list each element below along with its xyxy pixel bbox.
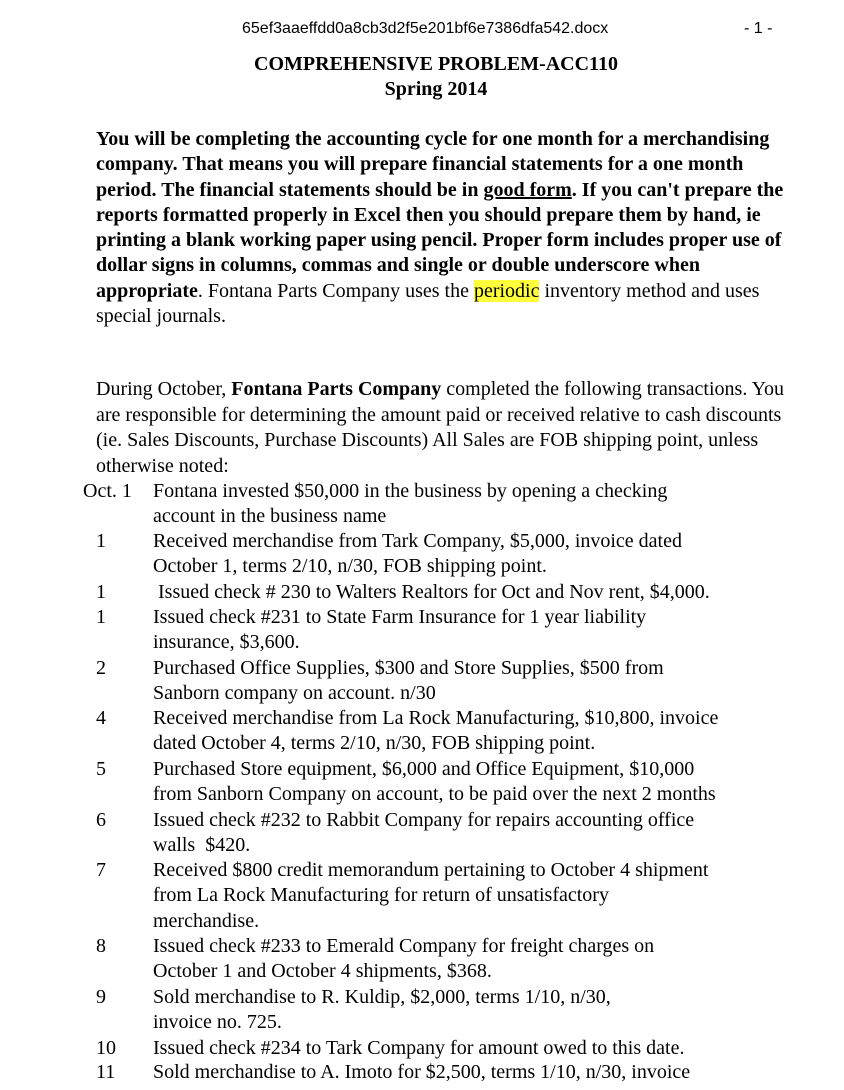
transaction-text [153, 1036, 783, 1061]
transaction-text [153, 985, 783, 1036]
transaction-date: 1 [96, 606, 106, 628]
intro-paragraph [96, 127, 786, 329]
transaction-text [153, 757, 783, 808]
company-name: Fontana Parts Company [231, 378, 442, 400]
para2-text-b: completed the following transactions. You are responsible for determining the amount paid or received relative to cash discounts (ie. Sales Discounts, Purchase Discounts) All Sales are FOB shipping point, unless otherwise noted: [96, 378, 785, 477]
intro-normal-b: inventory method and uses special journals. [96, 279, 760, 328]
transaction-line: from La Rock Manufacturing for return of unsatisfactory [153, 884, 609, 907]
transaction-line: merchandise. [153, 909, 260, 932]
transaction-date: 1 [96, 530, 106, 552]
page-number: - 1 - [744, 20, 773, 37]
transaction-date: 9 [96, 986, 106, 1008]
document-title [0, 52, 844, 102]
transactions-intro-paragraph [96, 377, 786, 479]
transaction-date: 2 [96, 657, 106, 679]
transaction-line: Purchased Store equipment, $6,000 and Office Equipment, $10,000 [153, 758, 695, 780]
transaction-text [153, 656, 783, 707]
transaction-line: Issued check #234 to Tark Company for amount owed to this date. [153, 1037, 685, 1059]
transaction-text [153, 934, 783, 985]
transaction-line: Sold merchandise to A. Imoto for $2,500, terms 1/10, n/30, invoice [153, 1061, 691, 1083]
transaction-date: 1 [96, 581, 106, 603]
transaction-date: Oct. 1 [83, 480, 132, 502]
transaction-line: invoice no. 725. [153, 1011, 282, 1034]
title-line-2: Spring 2014 [384, 78, 488, 100]
transaction-line: Purchased Office Supplies, $300 and Store Supplies, $500 from [153, 657, 664, 679]
transaction-line: walls $420. [153, 834, 251, 857]
transaction-date: 7 [96, 859, 106, 881]
transaction-date: 10 [96, 1037, 116, 1059]
transaction-date: 8 [96, 935, 106, 957]
transaction-line: Issued check #233 to Emerald Company for freight charges on [153, 935, 655, 957]
intro-bold-b: . If you can't prepare the reports formatted properly in Excel then you should prepare them by hand, ie printing a blank working paper using pencil. Proper form includes proper use of dollar signs in columns, commas and single or double underscore when appropriate [96, 178, 784, 302]
transaction-text [153, 605, 783, 656]
document-filename: 65ef3aaeffdd0a8cb3d2f5e201bf6e7386dfa542.docx [242, 20, 609, 37]
transaction-line: Received merchandise from La Rock Manufacturing, $10,800, invoice [153, 707, 719, 729]
title-line-1: COMPREHENSIVE PROBLEM-ACC110 [254, 53, 618, 75]
transaction-line: Sanborn company on account. n/30 [153, 682, 436, 705]
transaction-line: Received $800 credit memorandum pertaining to October 4 shipment [153, 859, 709, 881]
transaction-line: Sold merchandise to R. Kuldip, $2,000, terms 1/10, n/30, [153, 986, 611, 1008]
transaction-text [153, 706, 783, 757]
transaction-line: October 1 and October 4 shipments, $368. [153, 960, 492, 983]
transaction-line: Received merchandise from Tark Company, $5,000, invoice dated [153, 530, 682, 552]
intro-bold-a: You will be completing the accounting cycle for one month for a merchandising company. That means you will prepare financial statements for a one month period. The financial statements should be in [96, 128, 770, 201]
transaction-line: insurance, $3,600. [153, 631, 300, 654]
transaction-text [153, 808, 783, 859]
highlighted-word: periodic [473, 279, 540, 302]
transaction-text [153, 1060, 783, 1085]
transaction-line: from Sanborn Company on account, to be paid over the next 2 months [153, 783, 716, 806]
transaction-date: 6 [96, 809, 106, 831]
transaction-line: account in the business name [153, 505, 387, 528]
transaction-text [153, 858, 783, 934]
transaction-line: Issued check #231 to State Farm Insurance for 1 year liability [153, 606, 647, 628]
page-header [0, 18, 844, 42]
transaction-line: Issued check #232 to Rabbit Company for repairs accounting office [153, 809, 695, 831]
transaction-date: 5 [96, 758, 106, 780]
transaction-date: 4 [96, 707, 106, 729]
transaction-date: 11 [96, 1061, 116, 1083]
intro-normal-a: . Fontana Parts Company uses the [197, 279, 474, 302]
intro-bold-underlined: good form [483, 178, 572, 201]
para2-text-a: During October, [96, 378, 232, 400]
transaction-line: October 1, terms 2/10, n/30, FOB shipping point. [153, 555, 547, 578]
transaction-text [153, 529, 783, 580]
transaction-text [153, 479, 783, 530]
transaction-line: Fontana invested $50,000 in the business by opening a checking [153, 480, 668, 502]
transaction-line: dated October 4, terms 2/10, n/30, FOB shipping point. [153, 732, 596, 755]
transaction-line: Issued check # 230 to Walters Realtors for Oct and Nov rent, $4,000. [153, 581, 710, 603]
transaction-text [153, 580, 783, 605]
